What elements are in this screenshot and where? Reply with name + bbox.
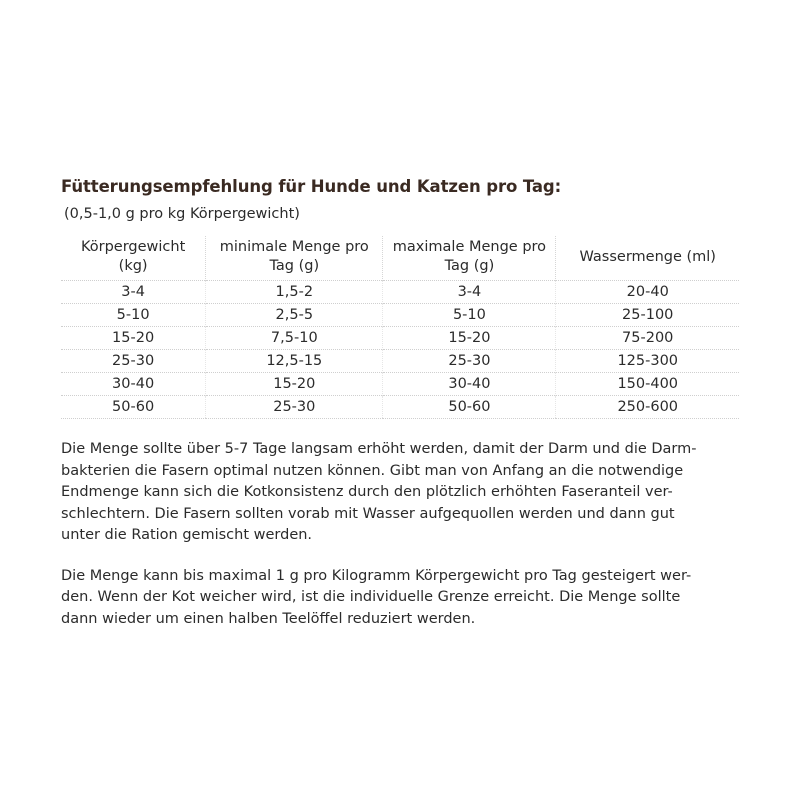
table-header-row	[61, 236, 739, 281]
paragraph-maximum-amount	[61, 566, 741, 631]
cell-max-amount: 50-60	[383, 396, 556, 419]
table-row	[61, 327, 739, 350]
cell-max-amount: 25-30	[383, 350, 556, 373]
text-line: Endmenge kann sich die Kotkonsistenz durch den plötzlich erhöhten Faseranteil ver-	[61, 484, 673, 500]
cell-min-amount: 25-30	[206, 396, 383, 419]
cell-min-amount: 12,5-15	[206, 350, 383, 373]
header-max-amount: maximale Menge pro Tag (g)	[383, 236, 556, 281]
cell-body-weight: 5-10	[61, 304, 206, 327]
heading-subtitle: (0,5-1,0 g pro kg Körpergewicht)	[64, 206, 300, 222]
text-line: unter die Ration gemischt werden.	[61, 527, 313, 543]
text-line: bakterien die Fasern optimal nutzen können. Gibt man von Anfang an die notwendige	[61, 462, 684, 479]
table-row	[61, 396, 739, 419]
header-water-amount: Wassermenge (ml)	[556, 236, 739, 281]
header-body-weight: Körpergewicht (kg)	[80, 239, 186, 274]
cell-water-amount: 125-300	[556, 350, 739, 373]
cell-min-amount: 15-20	[206, 373, 383, 396]
cell-body-weight: 30-40	[61, 373, 206, 396]
cell-min-amount: 7,5-10	[206, 327, 383, 350]
cell-max-amount: 30-40	[383, 373, 556, 396]
cell-water-amount: 150-400	[556, 373, 739, 396]
cell-body-weight: 25-30	[61, 350, 206, 373]
header-min-amount: minimale Menge pro Tag (g)	[206, 236, 383, 281]
table-row	[61, 281, 739, 304]
text-line: schlechtern. Die Fasern sollten vorab mit Wasser aufgequollen werden und dann gut	[61, 505, 675, 522]
cell-water-amount: 250-600	[556, 396, 739, 419]
table-row	[61, 304, 739, 327]
cell-max-amount: 3-4	[383, 281, 556, 304]
cell-water-amount: 75-200	[556, 327, 739, 350]
cell-body-weight: 15-20	[61, 327, 206, 350]
document	[61, 176, 751, 630]
text-line: Die Menge kann bis maximal 1 g pro Kilogramm Körpergewicht pro Tag gesteigert wer-	[61, 567, 692, 584]
cell-min-amount: 1,5-2	[206, 281, 383, 304]
feeding-table	[61, 236, 739, 419]
cell-water-amount: 20-40	[556, 281, 739, 304]
table-row	[61, 350, 739, 373]
cell-max-amount: 5-10	[383, 304, 556, 327]
table-row	[61, 373, 739, 396]
text-line: den. Wenn der Kot weicher wird, ist die individuelle Grenze erreicht. Die Menge sollte	[61, 589, 681, 605]
paragraph-gradual-increase	[61, 439, 741, 547]
cell-body-weight: 50-60	[61, 396, 206, 419]
cell-water-amount: 25-100	[556, 304, 739, 327]
text-line: Die Menge sollte über 5-7 Tage langsam erhöht werden, damit der Darm und die Darm-	[61, 441, 697, 457]
heading-title: Fütterungsempfehlung für Hunde und Katzen pro Tag:	[61, 177, 562, 196]
cell-max-amount: 15-20	[383, 327, 556, 350]
cell-body-weight: 3-4	[61, 281, 206, 304]
text-line: dann wieder um einen halben Teelöffel reduziert werden.	[61, 610, 476, 627]
cell-min-amount: 2,5-5	[206, 304, 383, 327]
